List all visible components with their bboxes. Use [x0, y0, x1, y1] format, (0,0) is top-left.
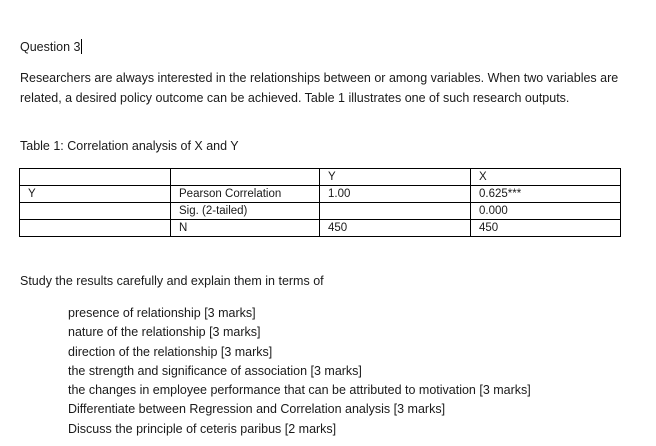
question-heading-text: Question 3	[20, 40, 81, 54]
list-item-text: nature of the relationship [3 marks]	[68, 325, 261, 340]
list-item-text: Differentiate between Regression and Correlation analysis [3 marks]	[68, 402, 446, 417]
table-header-row	[20, 169, 621, 186]
row-variable: Y	[20, 186, 171, 203]
table-row	[20, 220, 621, 237]
intro-paragraph: Researchers are always interested in the relationships between or among variables. When two variables are related, a desired policy outcome can be achieved. Table 1 illustrates one of such research outputs.	[20, 71, 619, 105]
cell-y-value	[320, 203, 471, 220]
table-row	[20, 186, 621, 203]
row-statistic: N	[171, 220, 320, 237]
cell-x-value: 0.625***	[471, 186, 621, 203]
instructions-lead: Study the results carefully and explain them in terms of	[20, 274, 324, 288]
cell-x-value: 0.000	[471, 203, 621, 220]
list-item-text: the strength and significance of association [3 marks]	[68, 363, 362, 378]
row-statistic: Sig. (2-tailed)	[171, 203, 320, 220]
list-item-text: Discuss the principle of ceteris paribus [2 marks]	[68, 421, 337, 436]
table-cell	[171, 169, 320, 186]
row-variable	[20, 220, 171, 237]
column-header-x: X	[471, 169, 621, 186]
correlation-table	[19, 168, 621, 237]
row-statistic: Pearson Correlation	[171, 186, 320, 203]
table-caption: Table 1: Correlation analysis of X and Y	[20, 139, 239, 153]
cell-x-value: 450	[471, 220, 621, 237]
column-header-y: Y	[320, 169, 471, 186]
list-item-text: presence of relationship [3 marks]	[68, 306, 256, 320]
table-cell	[20, 169, 171, 186]
list-item-text: the changes in employee performance that can be attributed to motivation [3 marks]	[68, 383, 531, 398]
table-row	[20, 203, 621, 220]
list-item-text: direction of the relationship [3 marks]	[68, 344, 273, 359]
question-heading	[20, 39, 82, 55]
cell-y-value: 1.00	[320, 186, 471, 203]
row-variable	[20, 203, 171, 220]
text-cursor	[81, 39, 82, 54]
cell-y-value: 450	[320, 220, 471, 237]
